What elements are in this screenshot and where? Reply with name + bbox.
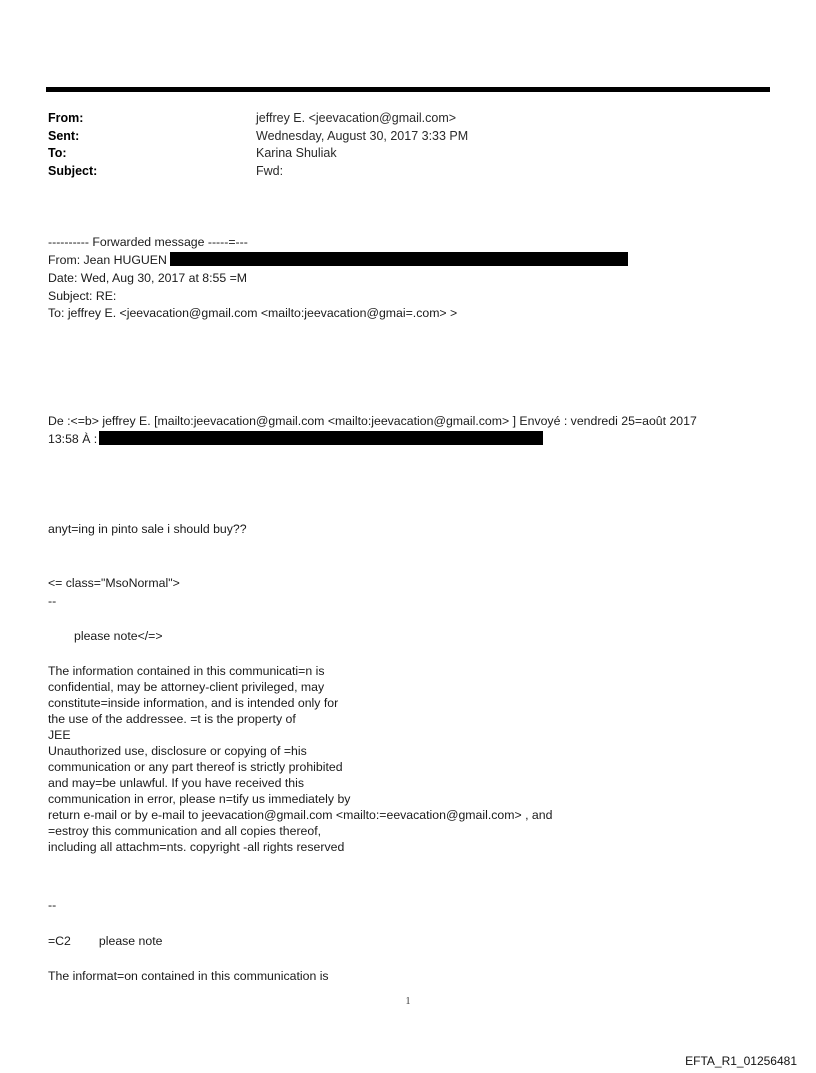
forwarded-to: To: jeffrey E. <jeevacation@gmail.com <mailto:jeevacation@gmai=.com> > <box>48 306 458 320</box>
sent-label: Sent: <box>48 128 80 143</box>
email-header <box>48 110 748 180</box>
document-id: EFTA_R1_01256481 <box>685 1054 797 1068</box>
sent-value: Wednesday, August 30, 2017 3:33 PM <box>256 128 469 143</box>
page-number: 1 <box>405 996 411 1007</box>
disclaimer-line: =estroy this communication and all copies thereof, <box>48 824 322 838</box>
disclaimer-line: communication in error, please n=tify us immediately by <box>48 792 351 806</box>
reply-header-line2-text: 13:58 À : <box>48 432 98 446</box>
message-text: anyt=ing in pinto sale i should buy?? <box>48 522 247 536</box>
signature-dashes: -- <box>48 594 57 608</box>
subject-label: Subject: <box>48 163 98 178</box>
forwarded-date: Date: Wed, Aug 30, 2017 at 8:55 =M <box>48 271 248 285</box>
signature2-prefix: =C2 <box>48 934 71 948</box>
header-subject-row <box>48 163 748 181</box>
signature2-note: please note <box>98 934 163 948</box>
disclaimer-line: JEE <box>48 728 71 742</box>
disclaimer-line: the use of the addressee. =t is the property of <box>48 712 296 726</box>
redaction-bar <box>99 431 543 445</box>
header-sent-row <box>48 128 748 146</box>
reply-header-line1: De :<=b> jeffrey E. [mailto:jeevacation@gmail.com <mailto:jeevacation@gmail.com> ] Envoyé : vendredi 25=août 2017 <box>48 414 697 428</box>
signature2-note-row <box>48 933 163 949</box>
disclaimer-block <box>48 663 768 855</box>
signature2-dashes: -- <box>48 898 57 912</box>
signature-note: please note</=> <box>74 629 163 643</box>
forwarded-from <box>48 252 628 268</box>
reply-header-line2 <box>48 431 543 447</box>
to-label: To: <box>48 146 67 160</box>
forwarded-from-text: From: Jean HUGUEN <box>48 253 167 267</box>
disclaimer-line: including all attachm=nts. copyright -all rights reserved <box>48 840 345 854</box>
disclaimer-line: and may=be unlawful. If you have received this <box>48 776 304 790</box>
to-value: Karina Shuliak <box>256 146 337 160</box>
signature-tag: <= class="MsoNormal"> <box>48 576 180 590</box>
redaction-bar <box>170 252 628 266</box>
disclaimer-line: constitute=inside information, and is intended only for <box>48 696 339 710</box>
disclaimer-line: confidential, may be attorney-client privileged, may <box>48 680 325 694</box>
disclaimer-line: The information contained in this communicati=n is <box>48 664 325 678</box>
from-label: From: <box>48 111 84 125</box>
forwarded-subject: Subject: RE: <box>48 289 117 303</box>
header-to-row <box>48 145 748 163</box>
from-value: jeffrey E. <jeevacation@gmail.com> <box>256 111 457 125</box>
header-from-row <box>48 110 748 128</box>
disclaimer-line: communication or any part thereof is strictly prohibited <box>48 760 343 774</box>
disclaimer-line: Unauthorized use, disclosure or copying of =his <box>48 744 307 758</box>
subject-value: Fwd: <box>256 163 284 178</box>
disclaimer-line: return e-mail or by e-mail to jeevacation@gmail.com <mailto:=eevacation@gmail.com> , and <box>48 808 553 822</box>
header-rule <box>46 87 770 92</box>
forwarded-separator: ---------- Forwarded message -----=--- <box>48 235 248 249</box>
signature2-line: The informat=on contained in this communication is <box>48 969 329 983</box>
